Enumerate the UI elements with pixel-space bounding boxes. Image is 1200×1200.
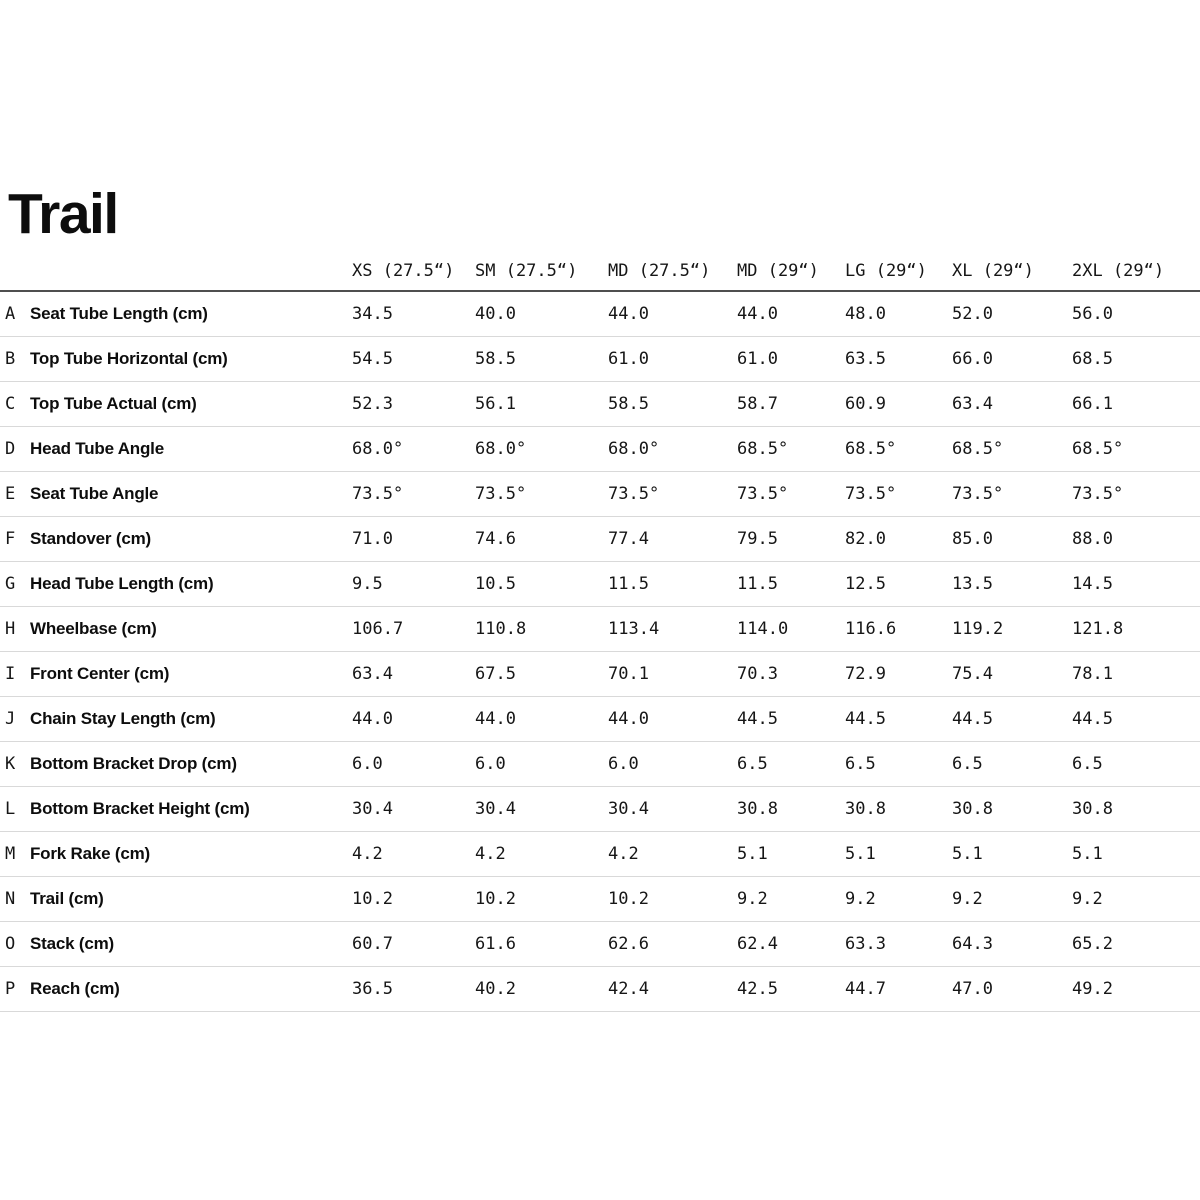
cell-value: 113.4 xyxy=(608,619,660,639)
cell-value: 47.0 xyxy=(952,979,993,999)
cell-value: 61.0 xyxy=(608,349,649,369)
cell-value: 44.0 xyxy=(608,304,649,324)
cell-value: 10.2 xyxy=(608,889,649,909)
cell-value: 73.5° xyxy=(475,484,527,504)
cell-value: 13.5 xyxy=(952,574,993,594)
cell-value: 44.0 xyxy=(352,709,393,729)
cell-value: 62.4 xyxy=(737,934,778,954)
row-label: Front Center (cm) xyxy=(30,664,170,683)
column-header-2xl-29: 2XL (29“) xyxy=(1072,261,1165,281)
cell-value: 60.9 xyxy=(845,394,886,414)
cell-value: 9.2 xyxy=(1072,889,1103,909)
cell-value: 72.9 xyxy=(845,664,886,684)
row-letter: G xyxy=(5,574,16,594)
cell-value: 63.4 xyxy=(952,394,993,414)
header-spacer-label xyxy=(30,281,352,290)
cell-value: 54.5 xyxy=(352,349,393,369)
cell-value: 14.5 xyxy=(1072,574,1113,594)
cell-value: 6.0 xyxy=(608,754,639,774)
cell-value: 5.1 xyxy=(1072,844,1103,864)
row-label: Top Tube Horizontal (cm) xyxy=(30,349,228,368)
cell-value: 78.1 xyxy=(1072,664,1113,684)
row-label: Top Tube Actual (cm) xyxy=(30,394,197,413)
row-letter: F xyxy=(5,529,16,549)
table-row xyxy=(0,427,1200,472)
cell-value: 64.3 xyxy=(952,934,993,954)
cell-value: 73.5° xyxy=(737,484,789,504)
row-label: Fork Rake (cm) xyxy=(30,844,151,863)
cell-value: 6.5 xyxy=(952,754,983,774)
cell-value: 6.5 xyxy=(1072,754,1103,774)
cell-value: 30.8 xyxy=(845,799,886,819)
cell-value: 9.2 xyxy=(737,889,768,909)
row-label: Head Tube Length (cm) xyxy=(30,574,214,593)
column-header-lg-29: LG (29“) xyxy=(845,261,927,281)
cell-value: 10.2 xyxy=(352,889,393,909)
row-letter: B xyxy=(5,349,16,369)
cell-value: 44.5 xyxy=(737,709,778,729)
cell-value: 9.2 xyxy=(845,889,876,909)
cell-value: 44.5 xyxy=(952,709,993,729)
cell-value: 48.0 xyxy=(845,304,886,324)
cell-value: 110.8 xyxy=(475,619,527,639)
row-label: Seat Tube Length (cm) xyxy=(30,304,208,323)
table-row xyxy=(0,832,1200,877)
cell-value: 44.5 xyxy=(845,709,886,729)
cell-value: 4.2 xyxy=(475,844,506,864)
cell-value: 74.6 xyxy=(475,529,516,549)
row-label: Wheelbase (cm) xyxy=(30,619,157,638)
column-header-sm-27-5: SM (27.5“) xyxy=(475,261,578,281)
table-row xyxy=(0,652,1200,697)
cell-value: 75.4 xyxy=(952,664,993,684)
column-header-xl-29: XL (29“) xyxy=(952,261,1034,281)
cell-value: 68.5 xyxy=(1072,349,1113,369)
cell-value: 6.0 xyxy=(352,754,383,774)
cell-value: 77.4 xyxy=(608,529,649,549)
cell-value: 63.5 xyxy=(845,349,886,369)
row-letter: C xyxy=(5,394,16,414)
cell-value: 12.5 xyxy=(845,574,886,594)
cell-value: 73.5° xyxy=(608,484,660,504)
cell-value: 66.1 xyxy=(1072,394,1113,414)
table-row xyxy=(0,922,1200,967)
row-letter: J xyxy=(5,709,16,729)
table-row xyxy=(0,337,1200,382)
cell-value: 68.5° xyxy=(952,439,1004,459)
row-label: Standover (cm) xyxy=(30,529,151,548)
cell-value: 114.0 xyxy=(737,619,789,639)
cell-value: 52.0 xyxy=(952,304,993,324)
cell-value: 6.5 xyxy=(845,754,876,774)
geometry-table xyxy=(0,243,1200,1012)
cell-value: 70.3 xyxy=(737,664,778,684)
cell-value: 88.0 xyxy=(1072,529,1113,549)
cell-value: 42.5 xyxy=(737,979,778,999)
cell-value: 6.0 xyxy=(475,754,506,774)
row-letter: K xyxy=(5,754,16,774)
table-row xyxy=(0,697,1200,742)
cell-value: 44.0 xyxy=(475,709,516,729)
cell-value: 68.0° xyxy=(475,439,527,459)
cell-value: 67.5 xyxy=(475,664,516,684)
table-row xyxy=(0,787,1200,832)
row-label: Reach (cm) xyxy=(30,979,120,998)
cell-value: 85.0 xyxy=(952,529,993,549)
table-header-row xyxy=(0,243,1200,292)
cell-value: 66.0 xyxy=(952,349,993,369)
table-row xyxy=(0,517,1200,562)
row-letter: P xyxy=(5,979,16,999)
cell-value: 73.5° xyxy=(952,484,1004,504)
row-letter: E xyxy=(5,484,16,504)
column-header-md-29: MD (29“) xyxy=(737,261,819,281)
table-row xyxy=(0,292,1200,337)
cell-value: 30.8 xyxy=(737,799,778,819)
cell-value: 121.8 xyxy=(1072,619,1124,639)
row-label: Bottom Bracket Drop (cm) xyxy=(30,754,237,773)
cell-value: 30.4 xyxy=(352,799,393,819)
cell-value: 106.7 xyxy=(352,619,404,639)
cell-value: 60.7 xyxy=(352,934,393,954)
row-letter: L xyxy=(5,799,16,819)
cell-value: 30.4 xyxy=(475,799,516,819)
table-row xyxy=(0,967,1200,1012)
row-letter: A xyxy=(5,304,16,324)
row-letter: I xyxy=(5,664,16,684)
cell-value: 10.2 xyxy=(475,889,516,909)
cell-value: 10.5 xyxy=(475,574,516,594)
cell-value: 9.2 xyxy=(952,889,983,909)
cell-value: 30.4 xyxy=(608,799,649,819)
header-spacer-letter xyxy=(0,281,30,290)
cell-value: 4.2 xyxy=(608,844,639,864)
cell-value: 58.7 xyxy=(737,394,778,414)
cell-value: 56.1 xyxy=(475,394,516,414)
cell-value: 49.2 xyxy=(1072,979,1113,999)
cell-value: 44.0 xyxy=(737,304,778,324)
cell-value: 65.2 xyxy=(1072,934,1113,954)
cell-value: 40.2 xyxy=(475,979,516,999)
table-row xyxy=(0,607,1200,652)
cell-value: 5.1 xyxy=(952,844,983,864)
cell-value: 73.5° xyxy=(845,484,897,504)
cell-value: 4.2 xyxy=(352,844,383,864)
cell-value: 68.0° xyxy=(608,439,660,459)
row-label: Chain Stay Length (cm) xyxy=(30,709,216,728)
cell-value: 30.8 xyxy=(952,799,993,819)
cell-value: 11.5 xyxy=(608,574,649,594)
cell-value: 6.5 xyxy=(737,754,768,774)
cell-value: 30.8 xyxy=(1072,799,1113,819)
cell-value: 68.5° xyxy=(1072,439,1124,459)
cell-value: 9.5 xyxy=(352,574,383,594)
cell-value: 62.6 xyxy=(608,934,649,954)
cell-value: 73.5° xyxy=(352,484,404,504)
cell-value: 58.5 xyxy=(475,349,516,369)
row-letter: O xyxy=(5,934,16,954)
cell-value: 52.3 xyxy=(352,394,393,414)
row-label: Seat Tube Angle xyxy=(30,484,159,503)
cell-value: 61.0 xyxy=(737,349,778,369)
cell-value: 61.6 xyxy=(475,934,516,954)
cell-value: 11.5 xyxy=(737,574,778,594)
cell-value: 68.5° xyxy=(845,439,897,459)
cell-value: 63.3 xyxy=(845,934,886,954)
row-label: Trail (cm) xyxy=(30,889,104,908)
row-letter: D xyxy=(5,439,16,459)
row-label: Bottom Bracket Height (cm) xyxy=(30,799,250,818)
row-letter: N xyxy=(5,889,16,909)
cell-value: 56.0 xyxy=(1072,304,1113,324)
cell-value: 79.5 xyxy=(737,529,778,549)
row-letter: H xyxy=(5,619,16,639)
cell-value: 71.0 xyxy=(352,529,393,549)
table-row xyxy=(0,562,1200,607)
cell-value: 116.6 xyxy=(845,619,897,639)
cell-value: 119.2 xyxy=(952,619,1004,639)
cell-value: 58.5 xyxy=(608,394,649,414)
table-row xyxy=(0,742,1200,787)
page-title: Trail xyxy=(8,182,118,246)
row-label: Stack (cm) xyxy=(30,934,114,953)
cell-value: 68.5° xyxy=(737,439,789,459)
cell-value: 44.7 xyxy=(845,979,886,999)
row-letter: M xyxy=(5,844,16,864)
table-row xyxy=(0,382,1200,427)
cell-value: 82.0 xyxy=(845,529,886,549)
table-row xyxy=(0,877,1200,922)
cell-value: 73.5° xyxy=(1072,484,1124,504)
cell-value: 70.1 xyxy=(608,664,649,684)
cell-value: 44.5 xyxy=(1072,709,1113,729)
cell-value: 42.4 xyxy=(608,979,649,999)
column-header-xs-27-5: XS (27.5“) xyxy=(352,261,455,281)
cell-value: 36.5 xyxy=(352,979,393,999)
cell-value: 44.0 xyxy=(608,709,649,729)
cell-value: 40.0 xyxy=(475,304,516,324)
cell-value: 5.1 xyxy=(845,844,876,864)
row-label: Head Tube Angle xyxy=(30,439,164,458)
cell-value: 63.4 xyxy=(352,664,393,684)
column-header-md-27-5: MD (27.5“) xyxy=(608,261,711,281)
cell-value: 5.1 xyxy=(737,844,768,864)
table-row xyxy=(0,472,1200,517)
cell-value: 34.5 xyxy=(352,304,393,324)
cell-value: 68.0° xyxy=(352,439,404,459)
table-body xyxy=(0,292,1200,1012)
